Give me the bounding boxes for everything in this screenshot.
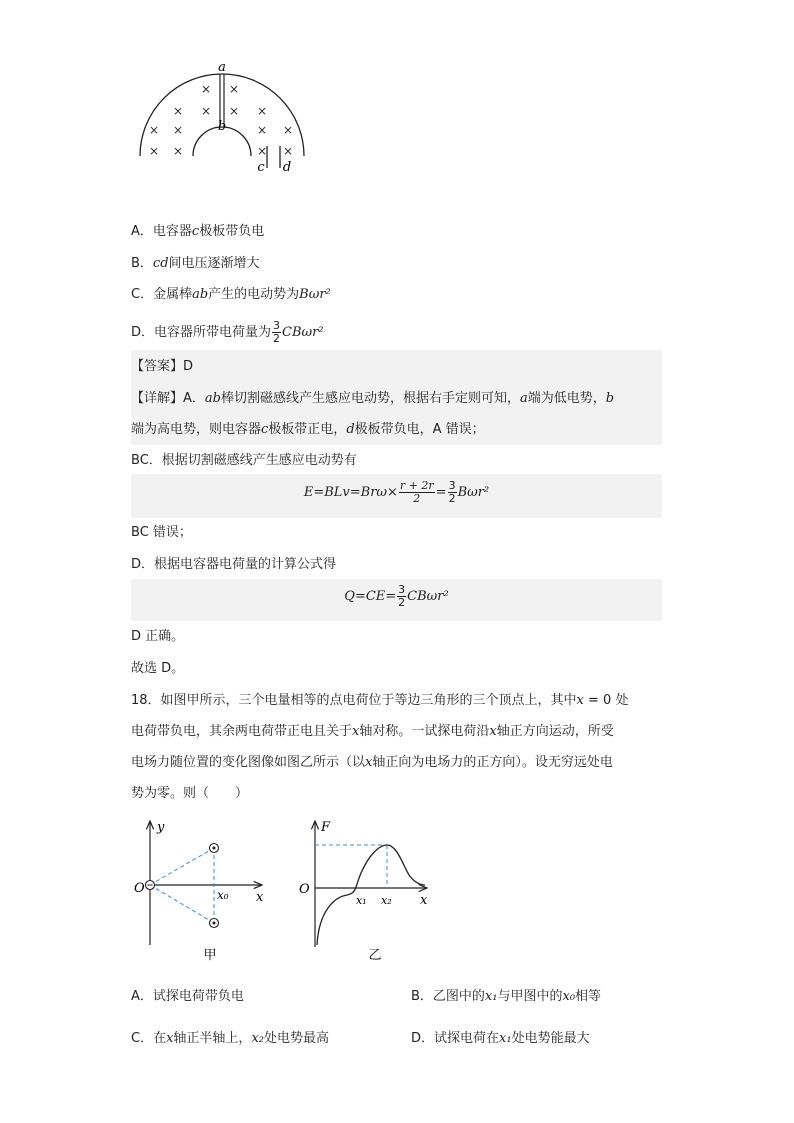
formula-emf: E=BLv=Brω× $\frac{r + 2r}{2}$ = $\frac{3}{2}$ Bωr² (303, 479, 490, 505)
origin-label: O (134, 881, 145, 896)
q18-option-a: A．试探电荷带负电 (131, 989, 244, 1004)
option-b: B．cd间电压逐渐增大 (131, 256, 260, 271)
svg-text:×: × (282, 123, 294, 137)
x-label: x (420, 893, 428, 908)
svg-text:×: × (256, 104, 268, 118)
d-right: D 正确。 (131, 629, 185, 644)
svg-text:×: × (256, 123, 268, 137)
caption-jia: 甲 (203, 948, 217, 963)
svg-text:×: × (172, 123, 184, 137)
origin-label: O (299, 882, 310, 897)
label-d: d (282, 160, 292, 175)
force-curve (317, 845, 425, 945)
detail-line-2: 端为高电势，则电容器c极板带正电，d极板带负电，A 错误； (131, 422, 485, 437)
negative-charge-icon (146, 881, 155, 890)
x-label: x (256, 890, 264, 905)
formula-charge: Q=CE= $\frac{3}{2}$ CBωr² (344, 583, 449, 609)
option-a: A．电容器c极板带负电 (131, 224, 265, 239)
bc-intro: BC．根据切割磁感线产生感应电动势有 (131, 453, 357, 468)
svg-text:×: × (282, 144, 294, 158)
svg-text:×: × (200, 82, 212, 96)
figure-jia (134, 815, 275, 965)
bc-wrong: BC 错误； (131, 525, 192, 540)
q18-option-b: B．乙图中的x₁与甲图中的x₀相等 (411, 989, 602, 1004)
svg-text:×: × (148, 144, 160, 158)
q18-option-d: D．试探电荷在x₁处电势能最大 (411, 1031, 590, 1046)
svg-text:×: × (228, 104, 240, 118)
q18-line-1: 18．如图甲所示，三个电量相等的点电荷位于等边三角形的三个顶点上，其中x = 0 处 (131, 693, 629, 708)
y-label: y (157, 820, 165, 835)
q18-option-c: C．在x轴正半轴上，x₂处电势最高 (131, 1031, 329, 1046)
label-b: b (217, 119, 227, 134)
svg-text:×: × (256, 144, 268, 158)
option-c: C．金属棒ab产生的电动势为Bωr² (131, 287, 331, 302)
semicircle-field-figure (130, 58, 315, 183)
label-a: a (218, 60, 226, 75)
q18-line-3: 电场力随位置的变化图像如图乙所示（以x轴正向为电场力的正方向）。设无穷远处电 (131, 755, 613, 770)
x2-label: x₂ (381, 894, 392, 907)
F-label: F (321, 820, 331, 835)
positive-charge-icon (210, 919, 219, 928)
answer-label: 【答案】D (131, 359, 194, 374)
d-intro: D．根据电容器电荷量的计算公式得 (131, 557, 337, 572)
option-d: D．电容器所带电荷量为 $\frac{3}{2}$ CBωr² (131, 319, 324, 345)
x1-label: x₁ (356, 894, 367, 907)
q18-line-2: 电荷带负电，其余两电荷带正电且关于x轴对称。一试探电荷沿x轴正方向运动，所受 (131, 724, 614, 739)
detail-line-1: 【详解】A．ab棒切割磁感线产生感应电动势，根据右手定则可知，a端为低电势，b (131, 391, 615, 406)
x0-label: x₀ (217, 888, 229, 902)
choose-d: 故选 D。 (131, 661, 185, 676)
q18-line-4: 势为零。则（ ） (131, 786, 249, 801)
svg-text:×: × (172, 144, 184, 158)
figure-yi (295, 815, 440, 965)
positive-charge-icon (210, 844, 219, 853)
caption-yi: 乙 (368, 948, 382, 963)
label-c: c (257, 160, 265, 175)
svg-text:×: × (228, 82, 240, 96)
outer-rail (140, 74, 304, 156)
svg-text:×: × (148, 123, 160, 137)
svg-text:×: × (200, 104, 212, 118)
svg-text:×: × (172, 104, 184, 118)
